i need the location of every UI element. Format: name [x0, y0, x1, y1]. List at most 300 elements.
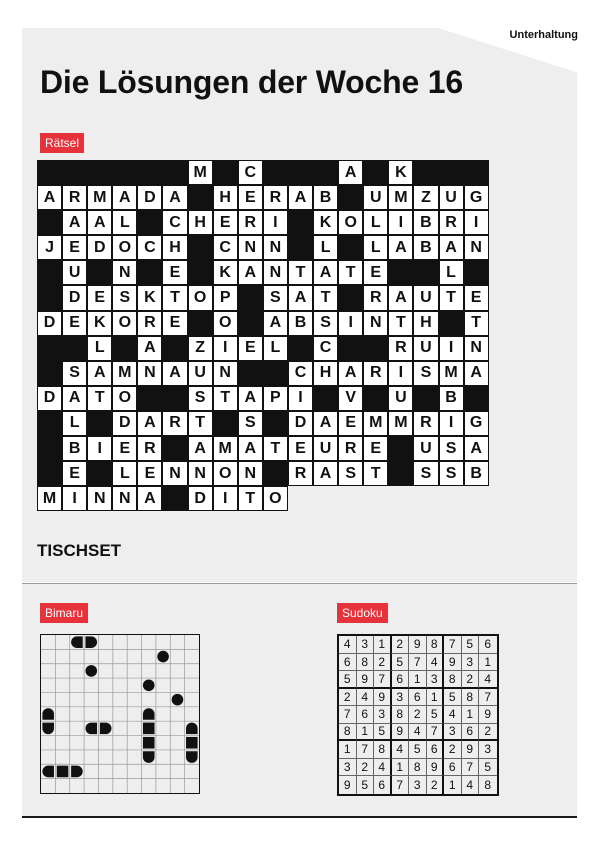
crossword-cell: G [464, 411, 489, 436]
sudoku-cell: 4 [339, 636, 357, 654]
crossword-cell: R [238, 210, 263, 235]
bimaru-ship-mid [143, 723, 155, 735]
crossword-cell: A [263, 311, 288, 336]
page-bottom-rule [22, 816, 577, 818]
crossword-cell: A [188, 436, 213, 461]
sudoku-cell: 5 [339, 671, 357, 689]
bimaru-ship-sub [143, 679, 155, 691]
crossword-cell: B [413, 235, 438, 260]
sudoku-cell: 8 [392, 706, 410, 724]
crossword-cell: H [313, 361, 338, 386]
crossword-cell: O [213, 311, 238, 336]
sudoku-cell: 3 [427, 671, 445, 689]
crossword-cell: D [288, 411, 313, 436]
crossword-cell: O [338, 210, 363, 235]
crossword-block [87, 461, 112, 486]
crossword-cell: B [413, 210, 438, 235]
sudoku-cell: 8 [357, 654, 375, 672]
crossword-cell: E [213, 210, 238, 235]
crossword-cell: U [313, 436, 338, 461]
sudoku-cell: 6 [462, 724, 480, 742]
sudoku-cell: 8 [339, 724, 357, 742]
crossword-cell: D [112, 411, 137, 436]
crossword-block [464, 386, 489, 411]
crossword-cell: P [263, 386, 288, 411]
crossword-cell: N [464, 235, 489, 260]
crossword-cell: E [238, 336, 263, 361]
crossword-block [188, 260, 213, 285]
crossword-cell: K [87, 311, 112, 336]
sudoku-cell: 6 [357, 706, 375, 724]
crossword-empty [413, 486, 438, 511]
crossword-cell: H [413, 311, 438, 336]
crossword-block [238, 311, 263, 336]
sudoku-cell: 4 [392, 741, 410, 759]
crossword-block [413, 260, 438, 285]
sudoku-cell: 1 [427, 689, 445, 707]
sudoku-cell: 8 [484, 777, 492, 792]
crossword-cell: U [439, 185, 464, 210]
crossword-block [162, 436, 187, 461]
sudoku-cell: 2 [462, 671, 480, 689]
crossword-cell: T [439, 285, 464, 310]
crossword-cell: E [137, 461, 162, 486]
crossword-cell: T [188, 411, 213, 436]
sudoku-cell: 8 [462, 689, 480, 707]
crossword-block [37, 436, 62, 461]
crossword-cell: S [313, 311, 338, 336]
crossword-block [162, 160, 187, 185]
crossword-block [413, 386, 438, 411]
crossword-cell: S [439, 436, 464, 461]
crossword-block [37, 461, 62, 486]
crossword-cell: A [87, 361, 112, 386]
crossword-block [87, 260, 112, 285]
crossword-cell: O [112, 386, 137, 411]
sudoku-cell: 6 [374, 776, 392, 794]
crossword-block [464, 160, 489, 185]
sudoku-cell: 2 [427, 776, 445, 794]
crossword-cell: U [62, 260, 87, 285]
crossword-cell: A [464, 436, 489, 461]
crossword-cell: J [37, 235, 62, 260]
bimaru-ship-top [186, 723, 198, 735]
crossword-block [413, 160, 438, 185]
crossword-cell: N [137, 361, 162, 386]
crossword-cell: N [263, 235, 288, 260]
crossword-cell: M [388, 185, 413, 210]
crossword-cell: A [238, 386, 263, 411]
crossword-cell: N [87, 486, 112, 511]
crossword-block [162, 336, 187, 361]
crossword-cell: L [363, 210, 388, 235]
sudoku-cell: 8 [374, 741, 392, 759]
crossword-cell: R [388, 336, 413, 361]
crossword-cell: E [62, 235, 87, 260]
crossword-cell: T [213, 386, 238, 411]
crossword-cell: A [313, 461, 338, 486]
crossword-block [338, 235, 363, 260]
sudoku-cell: 7 [462, 759, 480, 777]
crossword-block [439, 311, 464, 336]
crossword-cell: I [388, 361, 413, 386]
crossword-cell: E [112, 436, 137, 461]
crossword-cell: R [338, 436, 363, 461]
crossword-cell: D [137, 185, 162, 210]
crossword-cell: R [363, 285, 388, 310]
sudoku-cell: 1 [462, 706, 480, 724]
crossword-block [188, 235, 213, 260]
crossword-block [188, 311, 213, 336]
sudoku-tag: Sudoku [337, 603, 388, 623]
crossword-cell: I [62, 486, 87, 511]
crossword-cell: C [162, 210, 187, 235]
crossword-block [388, 461, 413, 486]
crossword-cell: E [87, 285, 112, 310]
crossword-cell: I [87, 436, 112, 461]
crossword-cell: S [62, 361, 87, 386]
crossword-cell: A [137, 411, 162, 436]
sudoku-cell: 1 [357, 724, 375, 742]
crossword-cell: A [162, 361, 187, 386]
crossword-cell: L [313, 235, 338, 260]
crossword-cell: A [238, 436, 263, 461]
crossword-cell: D [37, 386, 62, 411]
crossword-cell: S [238, 411, 263, 436]
sudoku-cell: 1 [479, 654, 497, 672]
sudoku-cell: 3 [374, 706, 392, 724]
sudoku-cell: 6 [444, 759, 462, 777]
crossword-cell: A [313, 411, 338, 436]
bimaru-ship-right [71, 766, 83, 778]
crossword-empty [288, 486, 313, 511]
crossword-cell: R [162, 411, 187, 436]
crossword-block [87, 160, 112, 185]
crossword-grid [37, 160, 489, 511]
crossword-cell: M [363, 411, 388, 436]
crossword-cell: T [464, 311, 489, 336]
sudoku-cell: 3 [357, 636, 375, 654]
bimaru-ship-right [85, 636, 97, 648]
crossword-cell: D [87, 235, 112, 260]
crossword-cell: T [162, 285, 187, 310]
crossword-cell: E [338, 411, 363, 436]
crossword-block [213, 160, 238, 185]
sudoku-cell: 2 [479, 724, 497, 742]
crossword-block [263, 160, 288, 185]
sudoku-cell: 4 [374, 759, 392, 777]
crossword-cell: H [162, 235, 187, 260]
section-label: Unterhaltung [509, 29, 578, 41]
crossword-cell: M [388, 411, 413, 436]
crossword-block [37, 260, 62, 285]
crossword-cell: A [137, 486, 162, 511]
crossword-cell: I [439, 411, 464, 436]
crossword-cell: A [288, 185, 313, 210]
crossword-cell: A [112, 185, 137, 210]
bimaru-ship-bottom [42, 723, 54, 735]
crossword-block [238, 361, 263, 386]
sudoku-cell: 7 [357, 741, 375, 759]
crossword-cell: N [238, 235, 263, 260]
sudoku-cell: 7 [427, 724, 445, 742]
crossword-cell: L [439, 260, 464, 285]
crossword-cell: T [263, 436, 288, 461]
crossword-cell: E [363, 436, 388, 461]
crossword-cell: A [388, 235, 413, 260]
crossword-cell: H [188, 210, 213, 235]
crossword-cell: R [137, 311, 162, 336]
crossword-block [288, 235, 313, 260]
crossword-block [288, 160, 313, 185]
sudoku-cell: 1 [374, 636, 392, 654]
crossword-cell: S [263, 285, 288, 310]
crossword-cell: C [313, 336, 338, 361]
crossword-cell: I [464, 210, 489, 235]
crossword-block [363, 336, 388, 361]
crossword-block [137, 210, 162, 235]
crossword-cell: I [288, 386, 313, 411]
raetsel-tag: Rätsel [40, 133, 84, 153]
crossword-cell: S [188, 386, 213, 411]
crossword-cell: U [413, 336, 438, 361]
sudoku-cell: 4 [427, 654, 445, 672]
bimaru-ship-sub [157, 651, 169, 663]
crossword-cell: T [313, 285, 338, 310]
crossword-block [62, 336, 87, 361]
crossword-cell: N [238, 461, 263, 486]
crossword-block [313, 386, 338, 411]
crossword-cell: A [464, 361, 489, 386]
crossword-cell: A [313, 260, 338, 285]
sudoku-cell: 6 [427, 741, 445, 759]
bimaru-ship-bottom [143, 751, 155, 763]
sudoku-cell: 7 [392, 776, 410, 794]
sudoku-cell: 1 [392, 759, 410, 777]
crossword-block [338, 336, 363, 361]
sudoku-cell: 5 [392, 654, 410, 672]
crossword-cell: E [62, 311, 87, 336]
crossword-empty [313, 486, 338, 511]
sudoku-cell: 9 [357, 671, 375, 689]
sudoku-cell: 7 [374, 671, 392, 689]
crossword-cell: O [188, 285, 213, 310]
sudoku-cell: 9 [444, 654, 462, 672]
crossword-cell: I [388, 210, 413, 235]
crossword-cell: N [112, 260, 137, 285]
bimaru-ship-top [143, 708, 155, 720]
crossword-block [263, 461, 288, 486]
crossword-cell: S [338, 461, 363, 486]
sudoku-cell: 3 [462, 654, 480, 672]
sudoku-cell: 9 [374, 689, 392, 707]
crossword-cell: Z [188, 336, 213, 361]
sudoku-cell: 5 [409, 741, 427, 759]
bimaru-ship-sub [85, 665, 97, 677]
bimaru-ship-mid [186, 737, 198, 749]
sudoku-cell: 5 [357, 776, 375, 794]
sudoku-cell: 4 [409, 724, 427, 742]
crossword-block [137, 160, 162, 185]
bimaru-ship-right [100, 723, 112, 735]
sudoku-cell: 2 [392, 636, 410, 654]
crossword-cell: K [213, 260, 238, 285]
sudoku-grid [337, 634, 499, 796]
crossword-cell: T [338, 260, 363, 285]
crossword-block [137, 260, 162, 285]
sudoku-cell: 2 [444, 741, 462, 759]
crossword-block [288, 210, 313, 235]
crossword-block [238, 285, 263, 310]
sudoku-cell: 3 [444, 724, 462, 742]
crossword-cell: B [439, 386, 464, 411]
crossword-block [37, 210, 62, 235]
sudoku-cell: 3 [409, 776, 427, 794]
crossword-cell: I [439, 336, 464, 361]
crossword-cell: B [62, 436, 87, 461]
sudoku-cell: 3 [392, 689, 410, 707]
crossword-cell: E [288, 436, 313, 461]
sudoku-cell: 7 [409, 654, 427, 672]
crossword-cell: A [62, 386, 87, 411]
sudoku-cell: 8 [409, 759, 427, 777]
crossword-cell: L [263, 336, 288, 361]
page-title: Die Lösungen der Woche 16 [40, 64, 463, 100]
sudoku-cell: 2 [339, 689, 357, 707]
crossword-cell: M [87, 185, 112, 210]
sudoku-cell: 5 [479, 759, 497, 777]
crossword-block [37, 285, 62, 310]
crossword-cell: N [263, 260, 288, 285]
crossword-cell: R [439, 210, 464, 235]
crossword-empty [388, 486, 413, 511]
sudoku-cell: 6 [392, 671, 410, 689]
crossword-block [388, 260, 413, 285]
crossword-cell: T [363, 461, 388, 486]
crossword-block [112, 336, 137, 361]
crossword-cell: A [439, 235, 464, 260]
crossword-cell: M [37, 486, 62, 511]
crossword-block [162, 386, 187, 411]
crossword-empty [363, 486, 388, 511]
sudoku-cell: 4 [357, 689, 375, 707]
crossword-cell: A [37, 185, 62, 210]
crossword-cell: A [338, 160, 363, 185]
crossword-block [137, 386, 162, 411]
crossword-cell: A [388, 285, 413, 310]
crossword-cell: M [188, 160, 213, 185]
crossword-cell: T [87, 386, 112, 411]
sudoku-cell: 9 [479, 706, 497, 724]
crossword-block [388, 436, 413, 461]
crossword-cell: T [238, 486, 263, 511]
crossword-cell: K [313, 210, 338, 235]
crossword-block [338, 185, 363, 210]
sudoku-cell: 9 [409, 636, 427, 654]
crossword-cell: U [388, 386, 413, 411]
sudoku-cell: 4 [479, 671, 497, 689]
crossword-cell: N [112, 486, 137, 511]
sudoku-cell: 9 [462, 741, 480, 759]
crossword-cell: I [213, 486, 238, 511]
sudoku-cell: 6 [339, 654, 357, 672]
solution-word: TISCHSET [37, 541, 122, 560]
crossword-cell: O [263, 486, 288, 511]
crossword-block [464, 260, 489, 285]
bimaru-ship-mid [57, 766, 69, 778]
crossword-cell: B [464, 461, 489, 486]
sudoku-cell: 5 [427, 706, 445, 724]
crossword-block [213, 411, 238, 436]
crossword-block [363, 386, 388, 411]
sudoku-cell: 9 [427, 759, 445, 777]
crossword-cell: G [464, 185, 489, 210]
crossword-block [37, 160, 62, 185]
crossword-cell: C [238, 160, 263, 185]
crossword-cell: A [238, 260, 263, 285]
crossword-block [439, 160, 464, 185]
crossword-cell: D [62, 285, 87, 310]
crossword-cell: R [263, 185, 288, 210]
crossword-cell: V [338, 386, 363, 411]
crossword-block [37, 361, 62, 386]
sudoku-cell: 1 [339, 741, 357, 759]
crossword-cell: M [213, 436, 238, 461]
crossword-cell: E [162, 311, 187, 336]
crossword-cell: A [137, 336, 162, 361]
bimaru-grid [40, 634, 200, 794]
crossword-block [37, 411, 62, 436]
crossword-cell: E [363, 260, 388, 285]
crossword-cell: T [388, 311, 413, 336]
crossword-cell: M [439, 361, 464, 386]
sudoku-cell: 2 [357, 759, 375, 777]
crossword-cell: H [213, 185, 238, 210]
crossword-cell: O [112, 235, 137, 260]
sudoku-cell: 9 [392, 724, 410, 742]
sudoku-cell: 7 [444, 636, 462, 654]
crossword-cell: A [62, 210, 87, 235]
sudoku-cell: 7 [339, 706, 357, 724]
crossword-block [288, 336, 313, 361]
crossword-cell: U [363, 185, 388, 210]
crossword-cell: L [112, 210, 137, 235]
crossword-cell: I [338, 311, 363, 336]
crossword-cell: P [213, 285, 238, 310]
sudoku-cell: 2 [374, 654, 392, 672]
crossword-cell: I [213, 336, 238, 361]
sudoku-cell: 6 [479, 636, 497, 654]
crossword-cell: A [338, 361, 363, 386]
crossword-cell: S [413, 461, 438, 486]
crossword-cell: L [87, 336, 112, 361]
bimaru-ship-mid [143, 737, 155, 749]
crossword-cell: K [388, 160, 413, 185]
crossword-cell: R [363, 361, 388, 386]
crossword-empty [338, 486, 363, 511]
crossword-cell: C [213, 235, 238, 260]
bimaru-ship-sub [172, 694, 184, 706]
crossword-block [188, 185, 213, 210]
sudoku-cell: 5 [462, 636, 480, 654]
crossword-block [313, 160, 338, 185]
crossword-block [87, 411, 112, 436]
crossword-cell: M [112, 361, 137, 386]
sudoku-cell: 1 [409, 671, 427, 689]
crossword-cell: I [263, 210, 288, 235]
sudoku-cell: 2 [409, 706, 427, 724]
crossword-cell: A [288, 285, 313, 310]
